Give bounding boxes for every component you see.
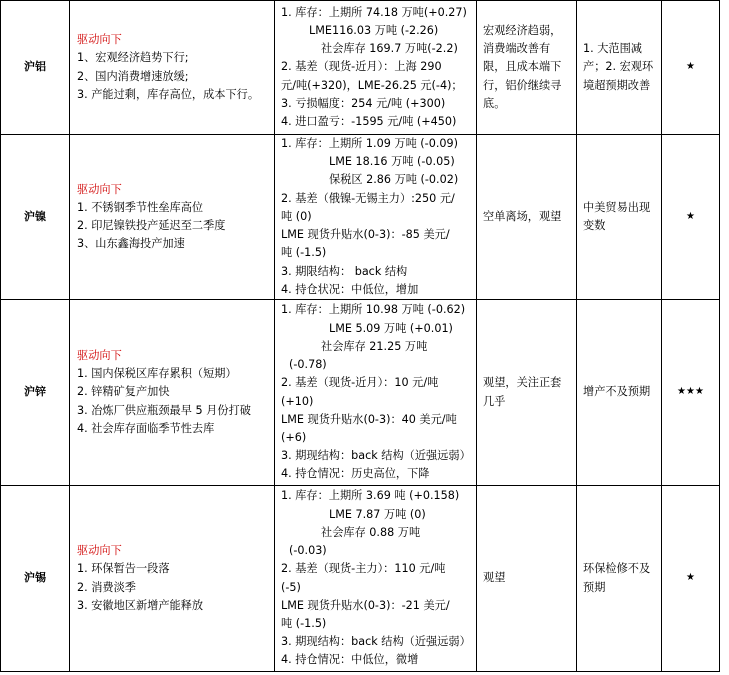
data-line: 2. 基差（现货-主力）：110 元/吨 — [281, 562, 446, 576]
data-line: 2. 基差（现货-近月）：上海 290 — [281, 60, 442, 74]
data-line: 1. 库存：上期所 74.18 万吨(+0.27) — [281, 5, 467, 19]
data-line: 3. 亏损幅度：254 元/吨 (+300) — [281, 96, 446, 110]
view-text: 观望，关注正套几乎 — [483, 376, 562, 408]
driver-item: 1、宏观经济趋势下行; — [77, 51, 189, 65]
data-line: 4. 持仓情况：中低位，微增 — [281, 653, 419, 667]
data-line: 4. 持仓情况：历史高位，下降 — [281, 467, 430, 481]
data-line: 4. 持仓状况：中低位，增加 — [281, 282, 419, 296]
data-line: 吨 (-1.5) — [281, 616, 327, 630]
data-line: 3. 期现结构：back 结构（近强远弱） — [281, 449, 471, 463]
risk-text: 1. 大范围减产；2. 宏观环境超预期改善 — [583, 42, 654, 92]
data-line: LME116.03 万吨 (-2.26) — [309, 23, 439, 37]
data-line: LME 5.09 万吨 (+0.01) — [329, 321, 453, 335]
risk-cell — [577, 300, 662, 486]
data-line: (+10) — [281, 394, 314, 408]
data-line: 4. 进口盈亏：-1595 元/吨 (+450) — [281, 115, 457, 128]
data-line: (-5) — [281, 580, 301, 594]
risk-text: 增产不及预期 — [583, 385, 651, 399]
driver-item: 3. 产能过剩，库存高位，成本下行。 — [77, 87, 260, 101]
direction-label: 驱动向下 — [77, 544, 122, 558]
direction-label: 驱动向下 — [77, 182, 122, 196]
drivers-cell — [70, 1, 275, 135]
star-rating: ★ — [662, 486, 720, 672]
driver-item: 4. 社会库存面临季节性去库 — [77, 421, 215, 435]
direction-label: 驱动向下 — [77, 33, 122, 47]
table-row — [1, 1, 720, 135]
risk-cell — [577, 1, 662, 135]
data-line: LME 7.87 万吨 (0) — [329, 507, 426, 521]
driver-item: 1. 不锈钢季节性垒库高位 — [77, 200, 204, 214]
direction-label: 驱动向下 — [77, 348, 122, 362]
drivers-cell — [70, 486, 275, 672]
view-cell — [477, 486, 577, 672]
data-line: LME 现货升贴水(0-3)：40 美元/吨 — [281, 412, 457, 426]
view-text: 宏观经济趋弱，消费端改善有限，且成本端下行，铝价继续寻底。 — [483, 23, 562, 110]
data-line: 吨 (0) — [281, 209, 312, 223]
data-line: (-0.78) — [289, 358, 327, 372]
driver-item: 2. 消费淡季 — [77, 580, 136, 594]
risk-cell — [577, 135, 662, 300]
data-line: 元/吨(+320)，LME-26.25 元(-4)； — [281, 78, 463, 92]
risk-text: 环保检修不及预期 — [583, 562, 651, 594]
view-text: 空单离场，观望 — [483, 209, 562, 223]
metal-name: 沪镍 — [1, 135, 70, 300]
data-line: 保税区 2.86 万吨 (-0.02) — [329, 173, 459, 187]
driver-item: 3. 安徽地区新增产能释放 — [77, 598, 204, 612]
data-line: LME 现货升贴水(0-3)：-21 美元/ — [281, 598, 450, 612]
data-line: 2. 基差（现货-近月）：10 元/吨 — [281, 376, 439, 390]
driver-item: 2、国内消费增速放缓; — [77, 69, 189, 83]
metal-name: 沪锡 — [1, 486, 70, 672]
data-line: 2. 基差（俄镍-无锡主力）:250 元/ — [281, 191, 455, 205]
data-line: 1. 库存：上期所 1.09 万吨 (-0.09) — [281, 137, 458, 151]
data-line: 吨 (-1.5) — [281, 246, 327, 260]
table-row — [1, 486, 720, 672]
driver-item: 1. 国内保税区库存累积（短期） — [77, 367, 237, 381]
data-cell — [275, 486, 477, 672]
data-line: LME 现货升贴水(0-3)：-85 美元/ — [281, 228, 450, 242]
metal-name: 沪锌 — [1, 300, 70, 486]
data-line: 3. 期限结构： back 结构 — [281, 264, 408, 278]
driver-item: 2. 锌精矿复产加快 — [77, 385, 170, 399]
view-cell — [477, 300, 577, 486]
table-row — [1, 135, 720, 300]
driver-item: 1. 环保暂告一段落 — [77, 562, 170, 576]
data-line: (-0.03) — [289, 544, 327, 558]
data-line: 1. 库存：上期所 3.69 吨 (+0.158) — [281, 489, 460, 503]
data-cell — [275, 135, 477, 300]
view-text: 观望 — [483, 571, 506, 585]
star-rating: ★★★ — [662, 300, 720, 486]
data-line: 社会库存 169.7 万吨(-2.2) — [321, 42, 458, 56]
risk-cell — [577, 486, 662, 672]
data-line: 1. 库存：上期所 10.98 万吨 (-0.62) — [281, 303, 466, 317]
metal-name: 沪铝 — [1, 1, 70, 135]
data-line: (+6) — [281, 430, 307, 444]
data-line: 3. 期现结构：back 结构（近强远弱） — [281, 635, 471, 649]
table-row — [1, 300, 720, 486]
drivers-cell — [70, 135, 275, 300]
view-cell — [477, 1, 577, 135]
data-line: 社会库存 0.88 万吨 — [321, 525, 421, 539]
drivers-cell — [70, 300, 275, 486]
view-cell — [477, 135, 577, 300]
driver-item: 2. 印尼镍铁投产延迟至二季度 — [77, 219, 226, 232]
star-rating: ★ — [662, 135, 720, 300]
driver-item: 3. 冶炼厂供应瓶颈最早 5 月份打破 — [77, 403, 251, 417]
data-cell — [275, 1, 477, 135]
driver-item: 3、山东鑫海投产加速 — [77, 237, 185, 251]
star-rating: ★ — [662, 1, 720, 135]
risk-text: 中美贸易出现变数 — [583, 200, 651, 232]
data-line: 社会库存 21.25 万吨 — [321, 339, 428, 353]
data-cell — [275, 300, 477, 486]
data-line: LME 18.16 万吨 (-0.05) — [329, 155, 455, 169]
